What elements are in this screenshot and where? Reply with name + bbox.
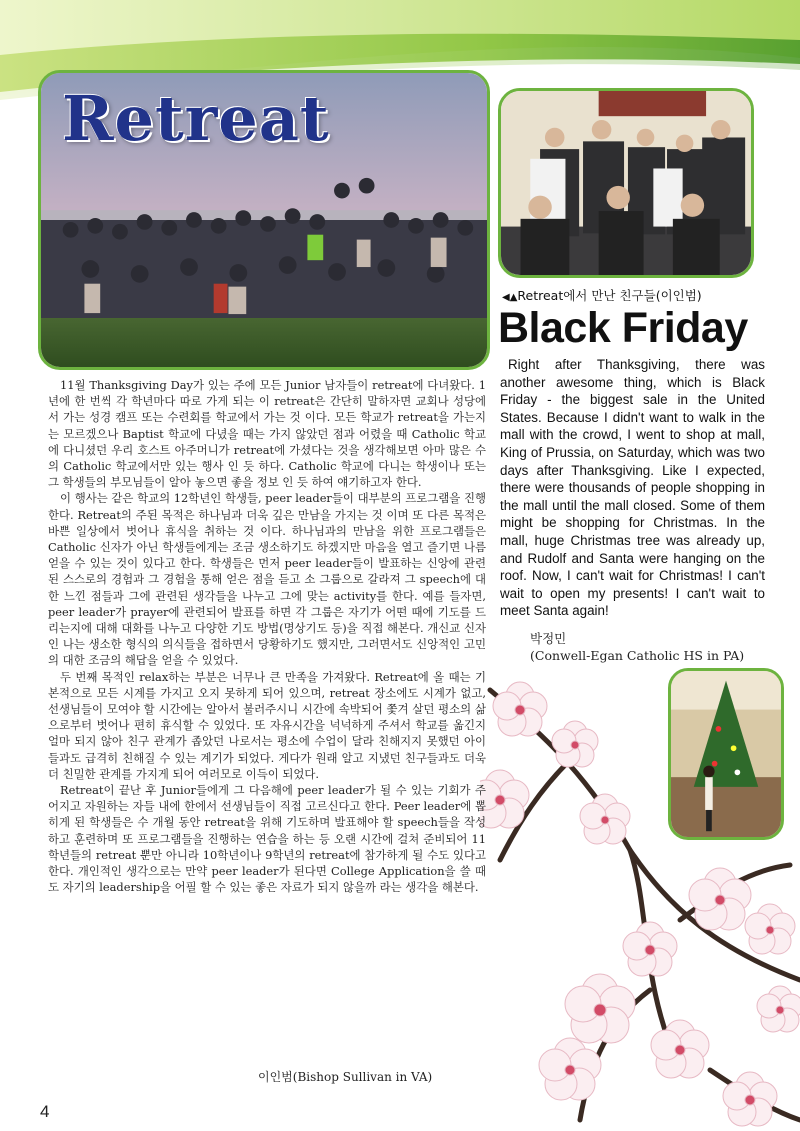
photo-caption [502,286,702,304]
black-friday-article [500,356,765,620]
retreat-paragraph: 이 행사는 같은 학교의 12학년인 학생들, peer leader들이 대부분의 프로그램을 진행한다. Retreat의 주된 목적은 하나님과 더욱 깊은 만남을 가지는 것 이며 또 다른 목적은 바쁜 일상에서 벗어나 휴식을 취하는 것 이다. 하나님과의 만남을 위한 프로그램들은 Catholic 신자가 아닌 학생들에게는 조금 생소하기도 하겠지만 마음을 열고 즐기면 나름 얻을 수 있는 것이 있다고 한다. 학생들은 먼저 peer leader들이 발표하는 신앙에 관련된 스스로의 경험과 그 경험을 통해 얻은 점을 듣고 소 그룹으로 갈라져 그 speech에 대한 느낀 점들과 그에 관련된 생각들을 나누고 그에 맞는 activity를 한다. 예를 들자면, peer leader가 prayer에 관련되어 발표를 하면 각 그룹은 자기가 어떤 때에 기도를 드리는지에 대해 대화를 나누고 다양한 기도 방법(명상기도 등)을 직접 해본다. 개신교 신자인 나는 생소한 형식의 의식들을 접하면서 당황하기도 했지만, 그러면서도 신앙적인 고민의 대한 조금의 해답을 얻을 수 있었다. [48,491,486,668]
retreat-article [48,377,486,896]
black-friday-title: Black Friday [498,304,748,352]
black-friday-body: Right after Thanksgiving, there was another awesome thing, which is Black Friday - the biggest sale in the United States. Because I didn't want to walk in the mall with the crowd, I went to shop at mall, King of Prussia, on Saturday, which was two days after Thanksgiving. Like I expected, there were thousands of people shopping in the mall until the mall closed. Some of them might be shopping for Christmas. In the mall, huge Christmas tree was already up, and Rudolf and Santa were hanging on the roof. Now, I can't wait for Christmas! I can't wait to open my presents! I can't wait to meet Santa again! [500,357,765,619]
retreat-author: 이인범(Bishop Sullivan in VA) [258,1070,433,1084]
triangle-left-up-icon: ◀▲ [502,292,518,303]
friends-photo [498,88,754,278]
retreat-paragraph: Retreat이 끝난 후 Junior들에게 그 다음해에 peer leader가 될 수 있는 기회가 주어지고 자원하는 자들 내에 한에서 선생님들이 직접 고르신다고 한다. Peer leader에 뽑히게 된 학생들은 수 개월 동안 retreat을 위해 기도하며 발표해야 할 speech들을 작성하고 훈련하며 또 프로그램들을 진행하는 연습을 하는 등 오랜 시간에 걸쳐 준비되어 11학년들의 retreat 뿐만 아니라 10학년이나 9학년의 retreat에 참가하게 될 수도 있다고 한다. 개인적인 생각으로는 만약 peer leader가 된다면 College Application을 쓸 때도 자기의 leadership을 어필 할 수 있는 좋은 자료가 되지 않을까 라는 생각을 해본다. [48,783,486,895]
retreat-title: Retreat [62,82,330,155]
mall-christmas-tree-photo [668,668,784,840]
author-school: (Conwell-Egan Catholic HS in PA) [530,648,745,663]
page-number: 4 [40,1102,50,1121]
photo-caption-text: Retreat에서 만난 친구들(이인범) [517,288,702,303]
retreat-paragraph: 두 번째 목적인 relax하는 부분은 너무나 큰 만족을 가져왔다. Retreat에 올 때는 기본적으로 모든 시계를 가지고 오지 못하게 되어 있으며, retreat 장소에도 시계가 없고, 선생님들이 모여야 할 시간에는 알아서 불러주시니 시간에 속박되어 쫓겨 살던 평소의 삶으로부터 벗어나 편히 휴식할 수 있었다. 또 자유시간을 넉넉하게 주셔서 학교를 옮긴지 얼마 되지 않아 친구 관계가 좁았던 나로서는 평소에 수업이 달라 친해지지 못했던 아이들과도 급격히 친해질 수 있는 계기가 되었다. 게다가 원래 알고 지냈던 친구들과도 더욱더 친밀한 관계를 가지게 되어 여러모로 이득이 되었다. [48,669,486,781]
author-name: 박정민 [530,631,567,646]
retreat-paragraph: 11월 Thanksgiving Day가 있는 주에 모든 Junior 남자들이 retreat에 다녀왔다. 1년에 한 번씩 각 학년마다 따로 가게 되는 이 retreat은 간단히 말하자면 교회나 성당에서 가는 성경 캠프 또는 수련회를 학교에서 가는 것 이다. 모든 학교가 retreat을 가는지는 모르겠으나 Baptist 학교에 다녔을 때는 가지 않았던 점과 어렸을 때 Catholic 학교에 다니셨던 우리 호스트 아주머니가 retreat에 가셨다는 것을 생각해보면 아마 많은 수의 Catholic 학교에서만 있는 행사 인 듯 하다. Catholic 학교에 다니는 학생이나 또는 그 학생들의 부모님들이 알아 놓으면 좋을 정보 인 듯 하여 얘기하고자 한다. [48,378,486,490]
